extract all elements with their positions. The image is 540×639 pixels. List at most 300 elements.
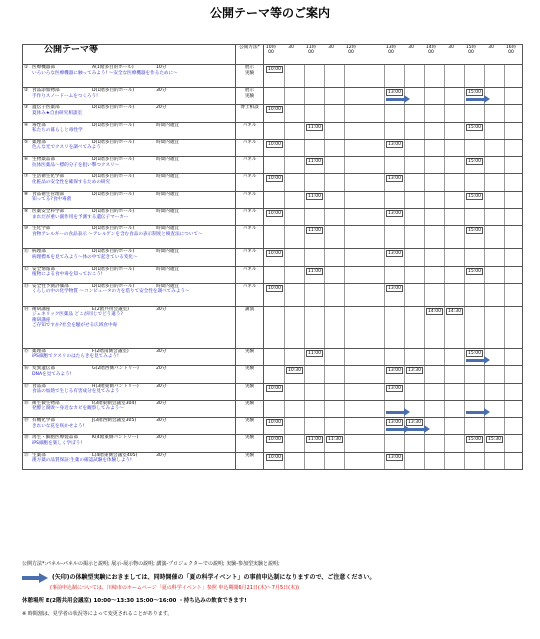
row-title: DNAを見てみよう!: [32, 371, 72, 377]
row-number: ⑧: [24, 191, 29, 197]
change-note: ※ 時間割は、見学者の状況等によって変更されることがあります。: [22, 611, 173, 617]
time-label: 13時 00: [385, 45, 397, 56]
grid-line: [344, 88, 345, 104]
grid-line: [444, 384, 445, 400]
row-title: まれだが重い副作用を予測する遺伝子マーカー: [32, 214, 129, 220]
time-label: 30: [408, 45, 414, 50]
grid-line: [464, 123, 465, 139]
grid-line: [424, 88, 425, 104]
row-method: 実験: [236, 366, 264, 383]
row-duration: 30分: [156, 383, 167, 389]
row-title: きれいな花を咲かせよう!: [32, 423, 85, 429]
table-row: [23, 249, 523, 266]
grid-line: [484, 267, 485, 283]
row-slots: [264, 435, 523, 452]
grid-line: [384, 209, 385, 225]
grid-line: [484, 65, 485, 87]
row-info: [23, 209, 236, 226]
time-box: 10:00: [268, 211, 281, 217]
grid-line: [464, 88, 465, 104]
grid-line: [464, 401, 465, 417]
grid-line: [444, 453, 445, 469]
row-department: 衛研講座: [32, 306, 51, 312]
grid-line: [304, 366, 305, 382]
table-row: [23, 366, 523, 383]
grid-line: [404, 174, 405, 190]
time-label: 14時 00: [425, 45, 437, 56]
grid-line: [404, 226, 405, 248]
row-number: ③: [24, 105, 29, 111]
time-box: 11:00: [308, 268, 321, 274]
grid-line: [344, 123, 345, 139]
row-title: いろいろな医療機器に触ってみよう! ～安全な医療機器を作るために～: [32, 70, 178, 76]
grid-line: [324, 65, 325, 87]
row-duration: 30分: [156, 400, 167, 406]
time-label: 10時 00: [265, 45, 277, 56]
grid-line: [444, 88, 445, 104]
row-slots: [264, 266, 523, 283]
time-box: 13:00: [388, 176, 401, 182]
row-title: iPS細胞でクスリのはたらきを見てみよう!: [32, 354, 119, 360]
row-info: [23, 249, 236, 266]
row-room: D(1階多目的ホール): [92, 174, 135, 180]
grid-line: [484, 284, 485, 306]
table-row: [23, 105, 523, 122]
grid-line: [424, 401, 425, 417]
row-slots: [264, 400, 523, 417]
grid-line: [304, 267, 305, 283]
time-box: 10:00: [268, 454, 281, 460]
grid-line: [444, 174, 445, 190]
row-info: [23, 191, 236, 208]
row-title: iPS細胞を楽しく学ぼう!: [32, 440, 83, 446]
row-duration: 時間内適宜: [156, 122, 179, 128]
time-label: 30: [488, 45, 494, 50]
table-row: [23, 452, 523, 469]
row-slots: [264, 306, 523, 348]
grid-line: [484, 249, 485, 265]
grid-line: [344, 384, 345, 400]
grid-line: [504, 123, 505, 139]
row-method: 博士相談: [236, 105, 264, 122]
table-row: [23, 191, 523, 208]
row-info: [23, 65, 236, 88]
row-department: 食品衛生管理部: [32, 191, 65, 197]
grid-line: [424, 209, 425, 225]
table-row: [23, 383, 523, 400]
grid-line: [424, 349, 425, 365]
row-method: パネル: [236, 266, 264, 283]
row-slots: [264, 283, 523, 306]
row-method: 講演: [236, 306, 264, 348]
grid-line: [504, 192, 505, 208]
grid-line: [504, 226, 505, 248]
grid-line: [464, 435, 465, 451]
grid-line: [484, 174, 485, 190]
time-box: 10:30: [288, 368, 301, 374]
row-method: 実験: [236, 348, 264, 365]
grid-line: [424, 307, 425, 348]
row-number: ⑰: [24, 383, 29, 389]
row-department: 病理部: [32, 249, 46, 255]
grid-line: [404, 453, 405, 469]
row-method: 展示 実験: [236, 88, 264, 105]
table-row: [23, 157, 523, 174]
row-title: ご存知ですか?社会を騒がせる広域食中毒: [32, 323, 118, 329]
grid-line: [284, 435, 285, 451]
grid-line: [464, 307, 465, 348]
row-slots: [264, 65, 523, 88]
time-box: 10:00: [268, 385, 281, 391]
grid-line: [444, 123, 445, 139]
time-box: 11:00: [308, 437, 321, 443]
time-box: 15:00: [468, 350, 481, 356]
row-department: 変異遺伝部: [32, 366, 55, 372]
grid-line: [304, 435, 305, 451]
row-info: [23, 366, 236, 383]
grid-line: [384, 366, 385, 382]
grid-line: [344, 65, 345, 87]
page-title: 公開テーマ等のご案内: [209, 6, 330, 20]
grid-line: [504, 140, 505, 156]
time-box: 13:00: [388, 454, 401, 460]
time-box: 15:00: [468, 437, 481, 443]
row-method: 実験: [236, 452, 264, 469]
grid-line: [284, 453, 285, 469]
row-title: 知ってる?食中毒菌: [32, 197, 72, 203]
row-slots: [264, 452, 523, 469]
grid-line: [384, 267, 385, 283]
grid-line: [404, 249, 405, 265]
row-title: 手作りスノードームをつくろう!: [32, 93, 99, 99]
table-row: [23, 435, 523, 452]
row-info: [23, 306, 236, 348]
row-department: 医薬安全科学部: [32, 209, 65, 215]
time-box: 13:00: [388, 211, 401, 217]
grid-line: [284, 140, 285, 156]
grid-line: [444, 192, 445, 208]
row-duration: 30分: [156, 452, 167, 458]
time-box: 13:00: [388, 90, 401, 95]
row-method: パネル: [236, 174, 264, 191]
grid-line: [484, 123, 485, 139]
grid-line: [304, 192, 305, 208]
reservation-arrow-icon: [466, 96, 492, 102]
grid-line: [304, 65, 305, 87]
grid-line: [344, 157, 345, 173]
row-department: 生物薬品部: [32, 157, 55, 163]
time-box: 11:00: [308, 350, 321, 356]
row-room: E(2階共用会議室): [92, 306, 129, 312]
row-info: [23, 283, 236, 306]
row-title: 食物アレルギーの食品表示 ～アレルゲンを含む食品の表示制度と検査法について～: [32, 231, 203, 237]
grid-line: [284, 65, 285, 87]
row-number: ⑥: [24, 157, 29, 163]
row-method: 実験: [236, 400, 264, 417]
grid-line: [504, 65, 505, 87]
grid-line: [284, 401, 285, 417]
grid-line: [304, 284, 305, 306]
row-slots: [264, 88, 523, 105]
row-method: 展示 実験: [236, 65, 264, 88]
grid-line: [404, 65, 405, 87]
time-box: 13:00: [388, 420, 401, 426]
row-room: D(1階多目的ホール): [92, 266, 135, 272]
row-duration: 時間内適宜: [156, 139, 179, 145]
row-slots: [264, 105, 523, 122]
grid-line: [464, 384, 465, 400]
grid-line: [504, 157, 505, 173]
grid-line: [284, 88, 285, 104]
grid-line: [484, 307, 485, 348]
grid-line: [424, 65, 425, 87]
row-department: 医療機器部: [32, 65, 55, 70]
grid-line: [464, 157, 465, 173]
grid-line: [484, 418, 485, 434]
grid-line: [444, 209, 445, 225]
grid-line: [464, 226, 465, 248]
grid-line: [464, 418, 465, 434]
row-room: D(1階多目的ホール): [92, 283, 135, 289]
grid-line: [324, 366, 325, 382]
grid-line: [284, 157, 285, 173]
row-title: くらしの中の化学物質 ～コンピュータの力を借りて安全性を調べてみよう～: [32, 289, 190, 295]
grid-line: [404, 157, 405, 173]
row-number: ⑲: [24, 418, 29, 424]
grid-line: [464, 249, 465, 265]
row-info: [23, 157, 236, 174]
grid-line: [324, 401, 325, 417]
grid-line: [344, 105, 345, 121]
row-number: ②: [24, 88, 29, 93]
grid-line: [504, 366, 505, 382]
method-header: 公開方法*: [236, 45, 264, 65]
grid-line: [504, 267, 505, 283]
time-box: 11:00: [308, 228, 321, 234]
grid-line: [464, 453, 465, 469]
grid-line: [324, 209, 325, 225]
grid-line: [444, 267, 445, 283]
grid-line: [284, 226, 285, 248]
row-number: ⑤: [24, 139, 29, 145]
row-info: [23, 348, 236, 365]
row-number: ①: [24, 65, 29, 70]
grid-line: [504, 435, 505, 451]
row-slots: [264, 209, 523, 226]
grid-line: [384, 249, 385, 265]
grid-line: [324, 284, 325, 306]
row-room: G(2階西側パントリー): [92, 366, 139, 372]
row-number: ⑱: [24, 400, 29, 406]
reservation-arrow-icon: [386, 409, 412, 415]
grid-line: [484, 157, 485, 173]
grid-line: [484, 226, 485, 248]
row-slots: [264, 191, 523, 208]
time-box: 13:00: [388, 368, 401, 374]
reservation-arrow-icon: [386, 96, 412, 102]
row-room: D(1階多目的ホール): [92, 209, 135, 215]
time-label: 11時 00: [305, 45, 317, 56]
reservation-arrow-icon: [466, 409, 492, 415]
time-box: 10:00: [268, 141, 281, 147]
row-title: 漢方薬の品質保証:生薬の確認試験を体験しよう!: [32, 458, 132, 464]
grid-line: [344, 267, 345, 283]
row-number: ⑫: [24, 266, 29, 272]
row-slots: [264, 139, 523, 156]
grid-line: [424, 174, 425, 190]
grid-line: [344, 249, 345, 265]
grid-line: [284, 192, 285, 208]
row-number: ⑦: [24, 174, 29, 180]
table-row: [23, 283, 523, 306]
grid-line: [504, 384, 505, 400]
grid-line: [284, 307, 285, 348]
grid-line: [504, 209, 505, 225]
table-header-row: [23, 45, 523, 65]
grid-line: [284, 105, 285, 121]
row-info: [23, 139, 236, 156]
row-method: パネル: [236, 139, 264, 156]
time-label: 30: [328, 45, 334, 50]
table-row: [23, 348, 523, 365]
grid-line: [444, 401, 445, 417]
row-department: 有機化学部: [32, 418, 55, 424]
table-row: [23, 139, 523, 156]
row-info: [23, 383, 236, 400]
grid-line: [484, 140, 485, 156]
grid-line: [504, 307, 505, 348]
grid-line: [424, 140, 425, 156]
table-row: [23, 209, 523, 226]
row-title: 私たちの暮らしと毒性学: [32, 128, 83, 134]
reservation-arrow-icon: [406, 426, 432, 432]
grid-line: [404, 192, 405, 208]
grid-line: [404, 349, 405, 365]
grid-line: [424, 226, 425, 248]
grid-line: [304, 157, 305, 173]
grid-line: [444, 140, 445, 156]
arrow-icon: [22, 573, 48, 583]
time-box: 14:00: [428, 308, 441, 314]
grid-line: [304, 174, 305, 190]
row-slots: [264, 249, 523, 266]
grid-line: [284, 366, 285, 382]
grid-line: [404, 140, 405, 156]
row-room: I(3階東側会議室304): [92, 400, 137, 406]
grid-line: [484, 453, 485, 469]
row-room: F(2階南側会議室): [92, 348, 129, 354]
time-label: 16時 00: [505, 45, 517, 56]
row-department: 遺伝子医薬部: [32, 105, 60, 111]
row-department: 衛生微生物部: [32, 400, 60, 406]
grid-line: [384, 174, 385, 190]
grid-line: [324, 157, 325, 173]
reservation-arrow-icon: [466, 357, 492, 363]
grid-line: [304, 209, 305, 225]
grid-line: [444, 157, 445, 173]
grid-line: [384, 453, 385, 469]
row-number: ⑭: [24, 306, 29, 312]
row-duration: 10分: [156, 65, 167, 70]
grid-line: [404, 123, 405, 139]
grid-line: [484, 384, 485, 400]
table-row: [23, 418, 523, 435]
grid-line: [384, 384, 385, 400]
grid-line: [384, 401, 385, 417]
time-box: 11:00: [308, 159, 321, 165]
row-department: 毒性部: [32, 122, 46, 128]
row-duration: 20分: [156, 366, 167, 372]
grid-line: [504, 453, 505, 469]
grid-line: [324, 249, 325, 265]
row-room: J(3階西側会議室305): [92, 418, 137, 424]
row-info: [23, 105, 236, 122]
grid-line: [384, 226, 385, 248]
row-department: 薬理部: [32, 139, 46, 145]
row-duration: 20分: [156, 105, 167, 111]
time-box: 15:30: [488, 437, 501, 443]
grid-line: [344, 453, 345, 469]
venue-note: 休憩場所 E(2階共用会議室) 10:00～13:30 15:00～16:00 ・持ち込みの飲食できます!: [22, 598, 247, 604]
grid-line: [484, 105, 485, 121]
row-method: パネル: [236, 209, 264, 226]
row-method: パネル: [236, 226, 264, 249]
grid-line: [284, 174, 285, 190]
time-header: [264, 45, 523, 65]
grid-line: [344, 401, 345, 417]
row-title: 抗体医薬品～標的分子を狙い撃つクスリ～: [32, 162, 120, 168]
grid-line: [384, 284, 385, 306]
grid-line: [344, 192, 345, 208]
row-duration: 30分: [156, 418, 167, 424]
row-room: D(1階多目的ホール): [92, 191, 135, 197]
grid-line: [284, 267, 285, 283]
grid-line: [344, 209, 345, 225]
grid-line: [504, 174, 505, 190]
grid-line: [504, 418, 505, 434]
grid-line: [504, 284, 505, 306]
grid-line: [464, 105, 465, 121]
row-method: 実験: [236, 383, 264, 400]
row-room: D(1階多目的ホール): [92, 226, 135, 232]
grid-line: [424, 267, 425, 283]
time-box: 15:00: [468, 90, 481, 95]
row-department: 食品添加物部: [32, 88, 60, 93]
row-duration: 時間内適宜: [156, 157, 179, 163]
row-duration: 時間内適宜: [156, 266, 179, 272]
grid-line: [444, 249, 445, 265]
grid-line: [444, 366, 445, 382]
grid-line: [424, 157, 425, 173]
table-row: [23, 88, 523, 105]
row-duration: 時間内適宜: [156, 249, 179, 255]
grid-line: [424, 384, 425, 400]
grid-line: [344, 226, 345, 248]
grid-line: [484, 435, 485, 451]
grid-line: [304, 88, 305, 104]
row-duration: 時間内適宜: [156, 191, 179, 197]
grid-line: [464, 284, 465, 306]
grid-line: [504, 401, 505, 417]
grid-line: [504, 88, 505, 104]
row-info: [23, 452, 236, 469]
row-method: パネル: [236, 283, 264, 306]
grid-line: [444, 284, 445, 306]
grid-line: [464, 65, 465, 87]
grid-line: [404, 366, 405, 382]
grid-line: [404, 209, 405, 225]
time-label: 30: [448, 45, 454, 50]
